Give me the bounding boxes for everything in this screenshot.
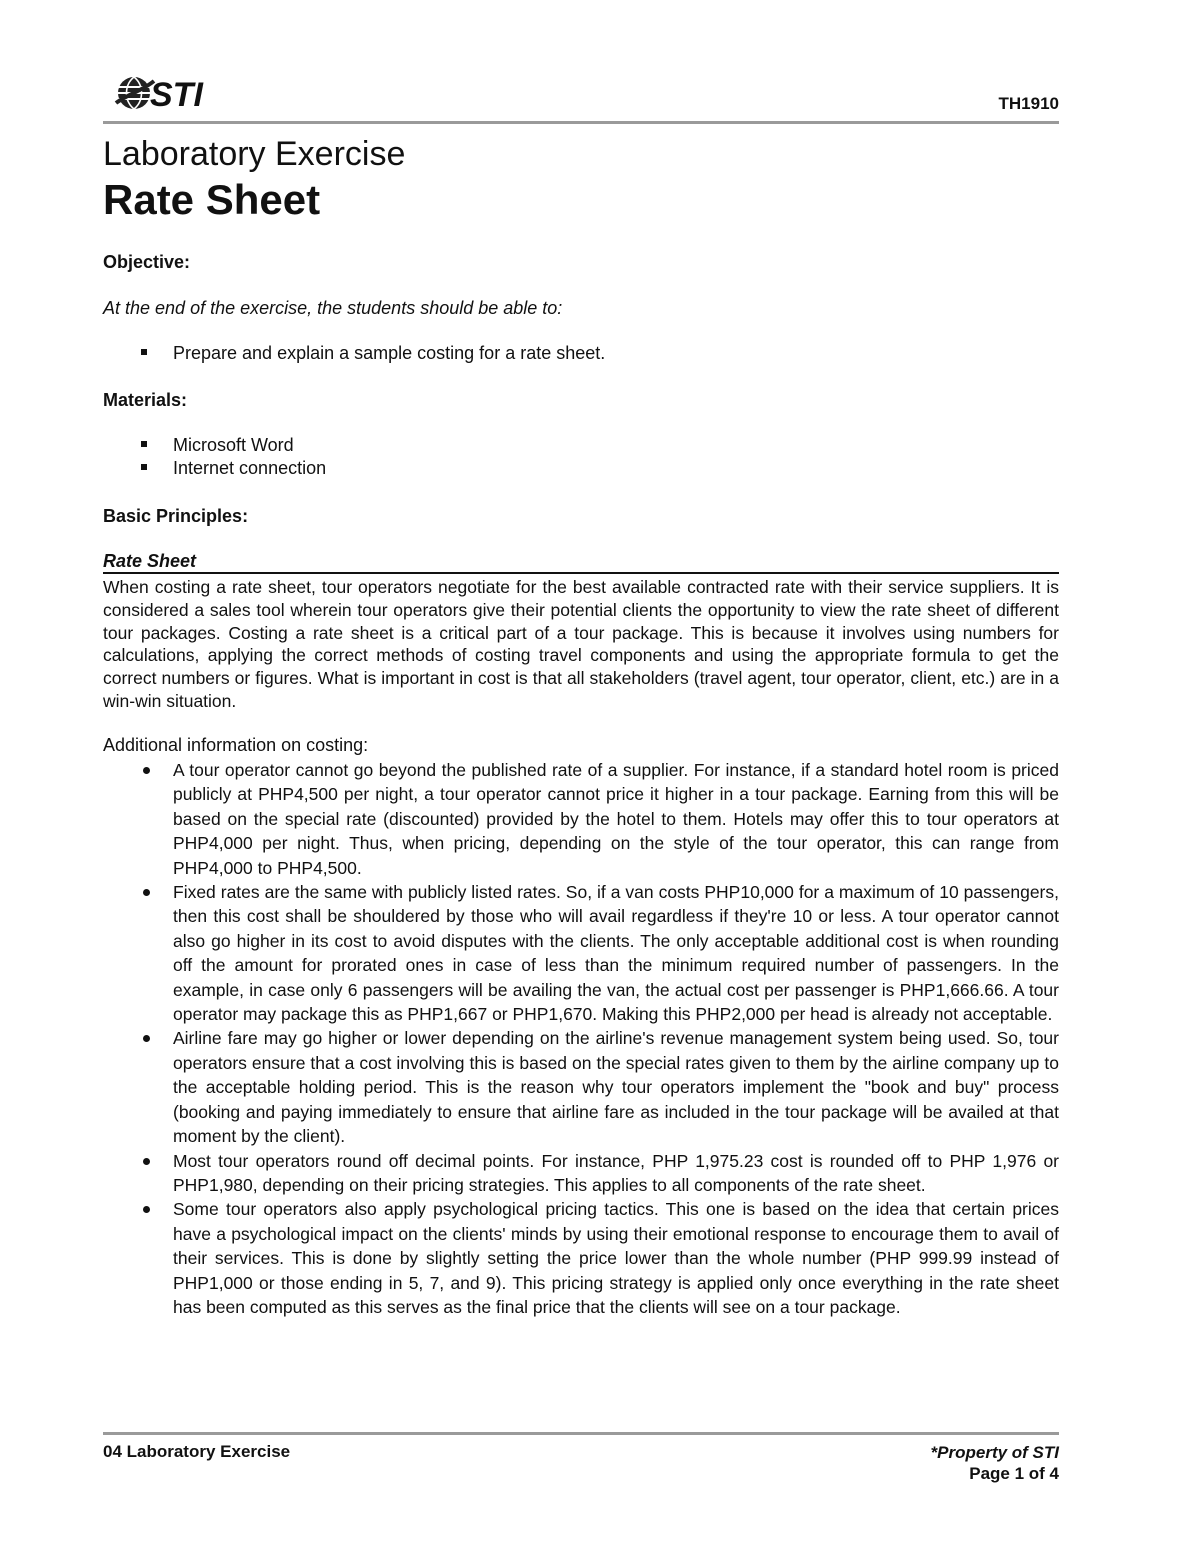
materials-heading: Materials: (103, 390, 188, 410)
logo-text: STI (150, 76, 203, 113)
costing-bullet-list (103, 758, 1059, 1319)
bullet-dot-icon (143, 889, 150, 896)
square-bullet-icon (141, 464, 147, 470)
additional-info-intro: Additional information on costing: (103, 735, 369, 755)
bullet-dot-icon (143, 1206, 150, 1213)
list-item: Airline fare may go higher or lower depending on the airline's revenue management system being used. So, tour operators ensure that a cost involving this is based on the special rates given to them by the airline company up to the acceptable holding period. This is the reason why tour operators implement the "book and buy" process (booking and paying immediately to ensure that airline fare as included in the tour package will be availed at that moment by the client). (103, 1026, 1059, 1148)
basic-principles-heading: Basic Principles: (103, 506, 249, 526)
objective-heading: Objective: (103, 252, 191, 272)
bullet-dot-icon (143, 1035, 150, 1042)
globe-icon (116, 77, 154, 109)
list-item: Most tour operators round off decimal points. For instance, PHP 1,975.23 cost is rounded off to PHP 1,976 or PHP1,980, depending on their pricing strategies. This applies to all components of the rate sheet. (103, 1149, 1059, 1198)
page-number: Page 1 of 4 (969, 1464, 1059, 1483)
list-item: Fixed rates are the same with publicly listed rates. So, if a van costs PHP10,000 for a maximum of 10 passengers, then this cost shall be shouldered by those who will avail regardless if they're 10 or less. A tour operator cannot also go higher in its cost to avoid disputes with the clients. The only acceptable additional cost is when rounding off the amount for prorated ones in case of less than the minimum required number of passengers. In the example, in case only 6 passengers will be availing the van, the actual cost per passenger is PHP1,666.66. A tour operator may package this as PHP1,667 or PHP1,670. Making this PHP2,000 per head is already not acceptable. (103, 880, 1059, 1026)
footer-divider (103, 1432, 1059, 1435)
objective-item: Prepare and explain a sample costing for a rate sheet. (173, 343, 606, 363)
list-item: Some tour operators also apply psychological pricing tactics. This one is based on the idea that certain prices have a psychological impact on the clients' minds by using their emotional response to encourage them to avail of their services. This is done by slightly setting the price lower than the whole number (PHP 999.99 instead of PHP1,000 or those ending in 5, 7, and 9). This pricing strategy is applied only once everything in the rate sheet has been computed as this serves as the final price that the clients will see on a tour package. (103, 1197, 1059, 1319)
square-bullet-icon (141, 349, 147, 355)
bullet-dot-icon (143, 1158, 150, 1165)
header-divider (103, 121, 1059, 124)
bullet-dot-icon (143, 767, 150, 774)
rate-sheet-paragraph: When costing a rate sheet, tour operators negotiate for the best available contracted rate with their service suppliers. It is considered a sales tool wherein tour operators give their potential clients the opportunity to view the rate sheet of different tour packages. Costing a rate sheet is a critical part of a tour package. This is because it involves using numbers for calculations, applying the correct methods of costing travel components and using the appropriate formula to get the correct numbers or figures. What is important in cost is that all stakeholders (travel agent, tour operator, client, etc.) are in a win-win situation. (103, 577, 1059, 711)
list-item: A tour operator cannot go beyond the published rate of a supplier. For instance, if a standard hotel room is priced publicly at PHP4,500 per night, a tour operator cannot price it higher in a tour package. Earning from this will be based on the special rate (discounted) provided by the hotel to them. Hotels may offer this to tour operators at PHP4,000 per night. Thus, when pricing, depending on the style of the tour operator, this can range from PHP4,000 to PHP4,500. (103, 758, 1059, 880)
sti-logo (114, 73, 204, 113)
rate-sheet-subheading: Rate Sheet (103, 550, 1059, 574)
property-notice: *Property of STI (930, 1443, 1059, 1462)
square-bullet-icon (141, 441, 147, 447)
page-subtitle: Rate Sheet (103, 176, 321, 223)
footer-right (931, 1442, 1059, 1484)
footer-title: 04 Laboratory Exercise (103, 1442, 291, 1461)
materials-item: Microsoft Word (173, 435, 294, 455)
materials-item: Internet connection (173, 458, 327, 478)
objective-intro: At the end of the exercise, the students should be able to: (103, 298, 563, 318)
page-title: Laboratory Exercise (103, 135, 406, 173)
document-code: TH1910 (998, 94, 1059, 113)
